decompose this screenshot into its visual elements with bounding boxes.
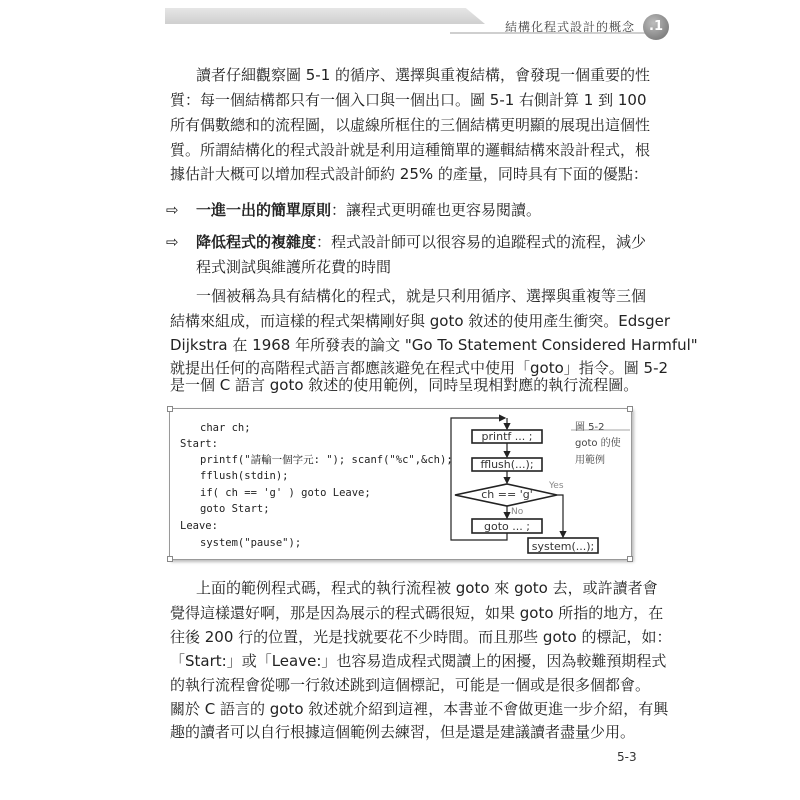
code-line: printf("請輸一個字元: "); scanf("%c",&ch); (200, 454, 453, 466)
flow-system-label: system(...); (531, 540, 595, 553)
paragraph-line: 趣的讀者可以自行根據這個範例去練習，但是還是建議讀者盡量少用。 (170, 723, 636, 741)
paragraph-line: 關於 C 語言的 goto 敘述就介紹到這裡，本書並不會做更進一步介紹，有興 (170, 700, 669, 718)
paragraph-line: 上面的範例程式碼，程式的執行流程被 goto 來 goto 去，或許讀者會 (196, 579, 658, 597)
code-label: Leave: (180, 520, 218, 532)
paragraph-line: 「Start:」或「Leave:」也容易造成程式閱讀上的困擾，因為較難預期程式 (170, 652, 667, 670)
paragraph-line: 覺得這樣還好啊，那是因為展示的程式碼很短，如果 goto 所指的地方，在 (170, 604, 664, 622)
bullet-item: 降低程式的複雜度：程式設計師可以很容易的追蹤程式的流程，減少 (196, 233, 647, 251)
paragraph-line: 往後 200 行的位置，光是找就要花不少時間。而且那些 goto 的標記，如： (170, 628, 672, 646)
paragraph-line: 的執行流程會從哪一行敘述跳到這個標記，可能是一個或是很多個都會。 (170, 676, 651, 694)
flow-goto-label: goto ... ; (484, 520, 530, 533)
code-line: char ch; (200, 422, 251, 434)
paragraph-line: 質：每一個結構都只有一個入口與一個出口。圖 5-1 右側計算 1 到 100 (170, 91, 647, 109)
figure-caption: 用範例 (575, 455, 605, 466)
chapter-badge: .1 (643, 14, 669, 40)
paragraph-line: Dijkstra 在 1968 年所發表的論文 "Go To Statement Considered Harmful" (170, 336, 698, 354)
paragraph-line: 所有偶數總和的流程圖，以虛線所框住的三個結構更明顯的展現出這個性 (170, 116, 651, 134)
paragraph-line: 是一個 C 語言 goto 敘述的使用範例，同時呈現相對應的執行流程圖。 (170, 376, 639, 394)
code-line: system("pause"); (200, 537, 302, 549)
paragraph-line: 讀者仔細觀察圖 5-1 的循序、選擇與重複結構，會發現一個重要的性 (196, 66, 651, 84)
paragraph-line: 結構來組成，而這樣的程式架構剛好與 goto 敘述的使用產生衝突。Edsger (170, 312, 671, 330)
arrow-box-icon: ⇨ (166, 233, 179, 251)
paragraph-line: 質。所謂結構化的程式設計就是利用這種簡單的邏輯結構來設計程式，根 (170, 141, 651, 159)
paragraph-line: 就提出任何的高階程式語言都應該避免在程式中使用「goto」指令。圖 5-2 (170, 359, 669, 377)
flow-no-label: No (511, 507, 524, 517)
flow-fflush-label: fflush(...); (480, 458, 534, 471)
bullet-continuation: 程式測試與維護所花費的時間 (196, 258, 392, 276)
figure-number: 圖 5-2 (575, 422, 605, 433)
code-label: Start: (180, 438, 218, 450)
paragraph-line: 據估計大概可以增加程式設計師約 25% 的產量，同時具有下面的優點： (170, 165, 648, 183)
code-line: goto Start; (200, 503, 270, 515)
page-number: 5-3 (617, 750, 637, 764)
chapter-title: 結構化程式設計的概念 (505, 20, 636, 34)
flow-condition-label: ch == 'g' (481, 488, 533, 501)
flow-yes-label: Yes (549, 481, 564, 491)
bullet-item: 一進一出的簡單原則：讓程式更明確也更容易閱讀。 (196, 201, 542, 219)
figure-caption: goto 的使 (575, 438, 621, 449)
code-line: fflush(stdin); (200, 470, 289, 482)
arrow-box-icon: ⇨ (166, 201, 179, 219)
flow-printf-label: printf ... ; (481, 430, 533, 443)
flow-yes-arrow (557, 495, 563, 537)
paragraph-line: 一個被稱為具有結構化的程式，就是只利用循序、選擇與重複等三個 (196, 287, 647, 305)
code-line: if( ch == 'g' ) goto Leave; (200, 487, 371, 499)
